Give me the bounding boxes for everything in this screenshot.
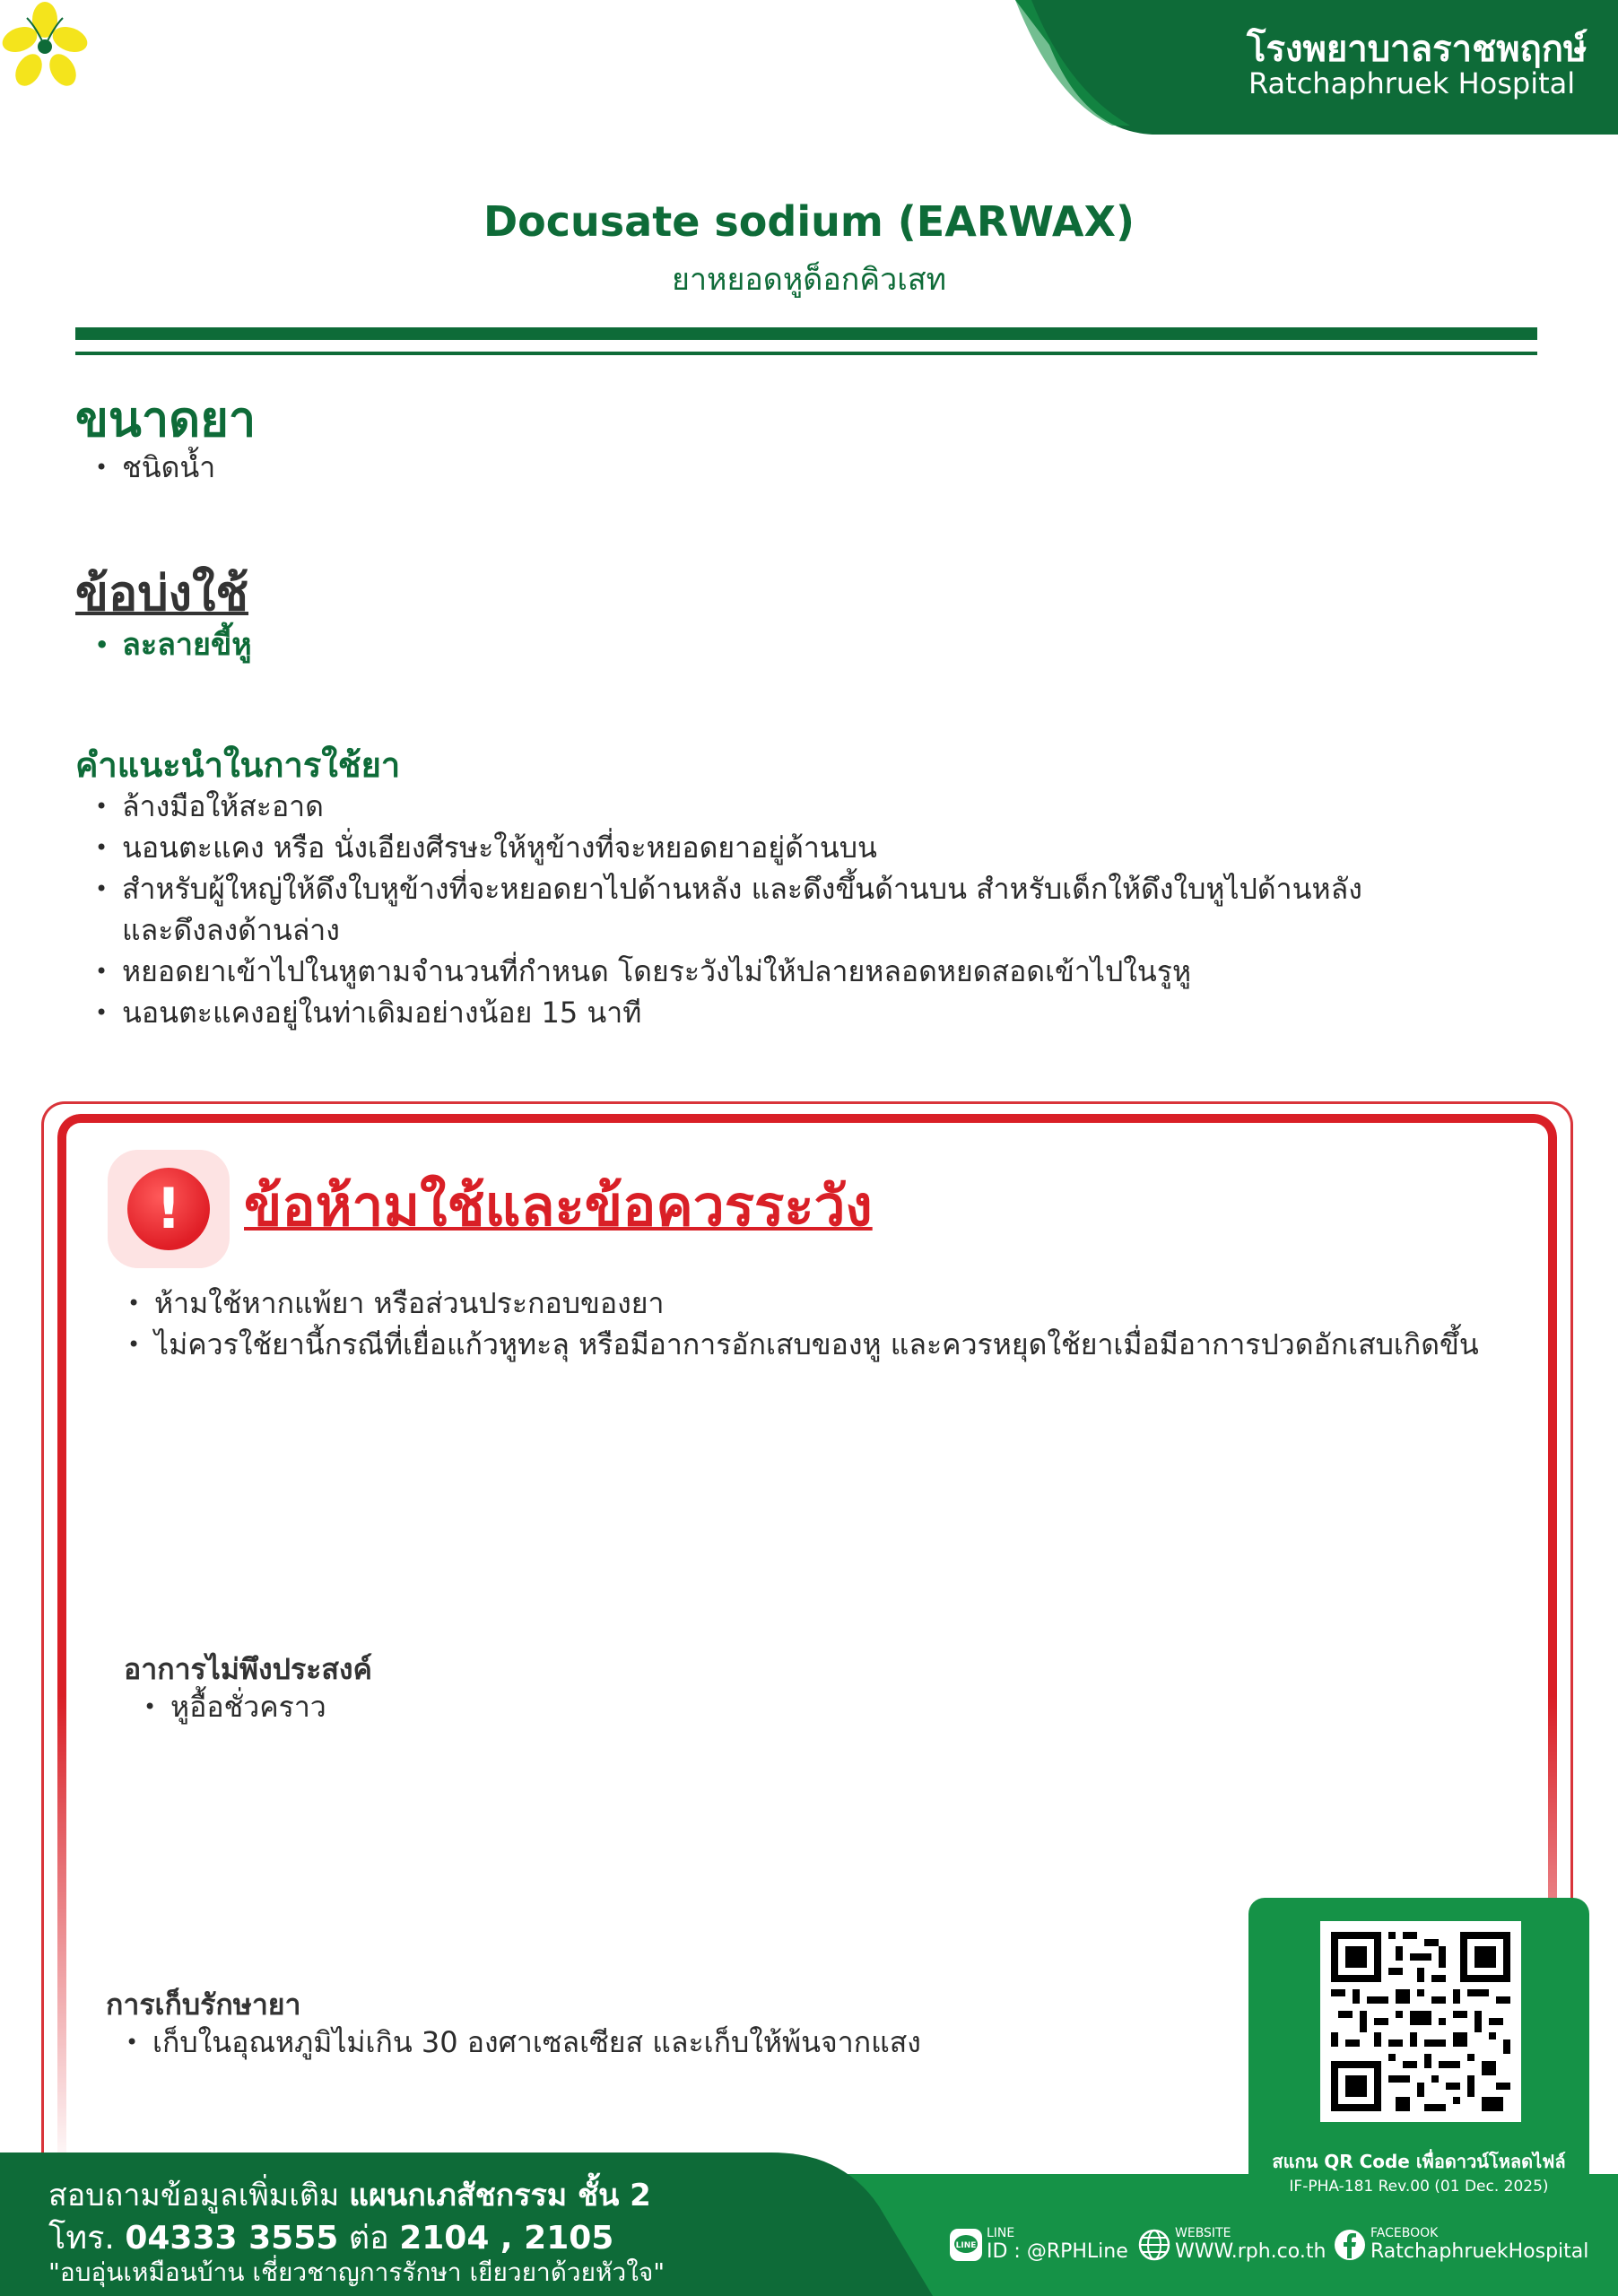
instructions-heading: คำแนะนำในการใช้ยา: [75, 745, 401, 785]
drug-title: Docusate sodium (EARWAX): [483, 197, 1135, 246]
drug-subtitle-thai: ยาหยอดหูด็อกคิวเสท: [672, 262, 946, 298]
indications-heading: ข้อบ่งใช้: [75, 565, 249, 622]
list-item: • หูอื้อชั่วคราว: [138, 1686, 326, 1727]
list-item: • ละลายขี้หู: [90, 624, 252, 665]
hospital-name-english: Ratchaphruek Hospital: [1248, 66, 1576, 100]
footer-department: แผนกเภสัชกรรม ชั้น 2: [349, 2178, 651, 2213]
title-divider-thick: [75, 327, 1537, 340]
qr-code-graphic: [1331, 1932, 1510, 2111]
side-effects-heading: อาการไม่พึงประสงค์: [124, 1652, 372, 1686]
line-app-icon: [949, 2228, 983, 2262]
side-effects-list: [138, 1686, 326, 1727]
warnings-list: [122, 1283, 1539, 1365]
header: [0, 0, 1618, 135]
line-contact[interactable]: [949, 2226, 1137, 2271]
facebook-contact[interactable]: [1333, 2226, 1593, 2271]
footer-slogan: "อบอุ่นเหมือนบ้าน เชี่ยวชาญการรักษา เยียวยาด้วยหัวใจ": [48, 2257, 665, 2287]
qr-caption: สแกน QR Code เพื่อดาวน์โหลดไฟล์: [1272, 2151, 1566, 2172]
footer-phone-prefix: โทร.: [48, 2220, 115, 2257]
website-contact[interactable]: [1137, 2226, 1335, 2271]
list-item: • ไม่ควรใช้ยานี้กรณีที่เยื่อแก้วหูทะลุ หรือมีอาการอักเสบของหู และควรหยุดใช้ยาเมื่อมีอาการปวดอักเสบเกิดขึ้น: [122, 1324, 1539, 1365]
list-item: • ห้ามใช้หากแพ้ยา หรือส่วนประกอบของยา: [122, 1283, 1539, 1324]
list-item: • ชนิดน้ำ: [90, 447, 215, 488]
footer-phone-number[interactable]: 04333 3555: [125, 2220, 339, 2257]
facebook-label: FACEBOOK: [1370, 2226, 1439, 2240]
list-item: • หยอดยาเข้าไปในหูตามจำนวนที่กำหนด โดยระวังไม่ให้ปลายหลอดหยดสอดเข้าไปในรูหู: [90, 951, 1417, 992]
footer-ext-number: 2104 , 2105: [399, 2220, 614, 2257]
list-item: • สำหรับผู้ใหญ่ให้ดึงใบหูข้างที่จะหยอดยาไปด้านหลัง และดึงขึ้นด้านบน สำหรับเด็กให้ดึงใบหูไปด้านหลัง และดึงลงด้านล่าง: [90, 868, 1417, 951]
list-item: • นอนตะแคงอยู่ในท่าเดิมอย่างน้อย 15 นาที: [90, 992, 1417, 1033]
svg-text:LINE: LINE: [955, 2241, 977, 2250]
list-item: • นอนตะแคง หรือ นั่งเอียงศีรษะให้หูข้างที่จะหยอดยาอยู่ด้านบน: [90, 827, 1417, 868]
document-code: IF-PHA-181 Rev.00 (01 Dec. 2025): [1289, 2178, 1549, 2196]
exclamation-alert-icon: !: [127, 1168, 210, 1250]
footer-ext-label: ต่อ: [348, 2220, 389, 2257]
dosage-form-heading: ขนาดยา: [75, 391, 257, 448]
hospital-name-thai: โรงพยาบาลราชพฤกษ์: [1247, 29, 1588, 70]
golden-shower-flower-logo: [0, 0, 90, 90]
facebook-page: RatchaphruekHospital: [1370, 2240, 1589, 2263]
globe-icon: [1137, 2228, 1171, 2262]
website-label: WEBSITE: [1175, 2226, 1231, 2240]
qr-code[interactable]: [1320, 1921, 1521, 2122]
warnings-heading: ข้อห้ามใช้และข้อควรระวัง: [244, 1173, 873, 1239]
instructions-list: [90, 786, 1417, 1033]
indications-list: [90, 624, 252, 665]
title-divider-thin: [75, 352, 1537, 355]
dosage-form-list: [90, 447, 215, 488]
storage-list: [120, 2022, 921, 2063]
website-url: WWW.rph.co.th: [1175, 2240, 1327, 2263]
line-label: LINE: [987, 2226, 1015, 2240]
storage-heading: การเก็บรักษายา: [106, 1987, 301, 2022]
facebook-icon: [1333, 2228, 1367, 2262]
list-item: • ล้างมือให้สะอาด: [90, 786, 1417, 827]
line-id: ID : @RPHLine: [987, 2240, 1128, 2263]
list-item: • เก็บในอุณหภูมิไม่เกิน 30 องศาเซลเซียส และเก็บให้พ้นจากแสง: [120, 2022, 921, 2063]
footer-contact-prefix: สอบถามข้อมูลเพิ่มเติม: [48, 2178, 340, 2213]
